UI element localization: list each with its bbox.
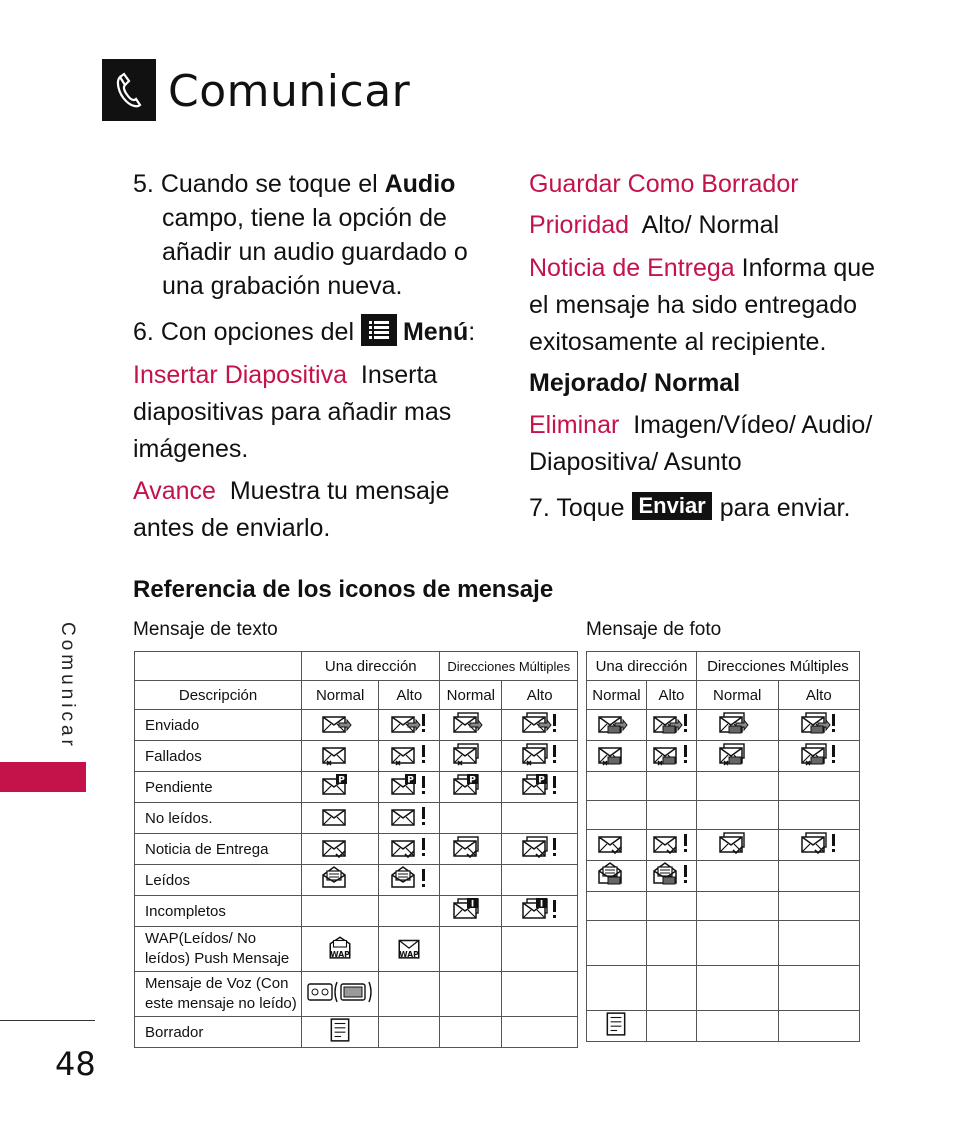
sidebar-label-text: Comunicar: [57, 622, 78, 750]
table-row: [587, 801, 860, 830]
option-text: exitosamente al recipiente.: [529, 328, 827, 356]
icon-cell: [778, 861, 859, 892]
icon-cell: [502, 972, 578, 1017]
table-row: [587, 741, 860, 772]
svg-text:I: I: [539, 899, 543, 910]
option-text: antes de enviarlo.: [133, 514, 331, 542]
section-title: Referencia de los iconos de mensaje: [133, 576, 554, 603]
icon-cell: [778, 801, 859, 830]
enviar-button[interactable]: Enviar: [632, 492, 711, 520]
env-check-icon: [321, 834, 359, 864]
sidebar-label: [52, 622, 82, 772]
step-7: [529, 491, 850, 525]
icon-cell: [440, 803, 502, 834]
group-header: Una dirección: [587, 652, 697, 681]
icon-cell: [778, 710, 859, 741]
p-multi-fail-icon: [718, 741, 756, 771]
icon-cell: [696, 861, 778, 892]
step-text: para enviar.: [719, 494, 851, 522]
env-read-alert-icon: [390, 865, 428, 895]
icon-cell: [379, 1017, 440, 1048]
option-label: Avance: [133, 477, 216, 505]
icon-cell: [379, 927, 440, 972]
icon-cell: [302, 896, 379, 927]
icon-cell: [587, 892, 647, 921]
table-row: [135, 741, 578, 772]
option-label: Eliminar: [529, 411, 620, 439]
divider: [0, 1020, 95, 1021]
icon-cell: [587, 921, 647, 966]
icon-cell: [587, 741, 647, 772]
table-row: [587, 966, 860, 1011]
group-header: Direcciones Múltiples: [696, 652, 859, 681]
p-read-alert-icon: [652, 861, 690, 891]
icon-cell: [646, 1011, 696, 1042]
icon-cell: [778, 966, 859, 1011]
table-row: [587, 1011, 860, 1042]
env-unread-alert-icon: [390, 803, 428, 833]
step-text: Cuando se toque el: [160, 170, 378, 198]
option-text: Informa que: [741, 254, 876, 282]
row-label: No leídos.: [135, 803, 302, 834]
row-label-line: leídos) Push Mensaje: [145, 950, 290, 967]
menu-label: Menú: [402, 318, 469, 346]
icon-cell: [440, 741, 502, 772]
icon-cell: [646, 861, 696, 892]
icon-cell: [302, 741, 379, 772]
icon-cell: [587, 1011, 647, 1042]
row-label: [135, 972, 302, 1017]
icon-cell: [696, 892, 778, 921]
table-row: [135, 896, 578, 927]
icon-cell: [440, 1017, 502, 1048]
table-row: [135, 927, 578, 972]
option-mejorado: Mejorado/ Normal: [529, 369, 741, 397]
table-row: [587, 830, 860, 861]
row-label-line: este mensaje no leído): [145, 995, 297, 1012]
env-multi-fail-icon: [452, 741, 490, 771]
sidebar-tab: [0, 762, 86, 792]
p-fail-icon: [597, 741, 635, 771]
option-label: Prioridad: [529, 211, 630, 239]
icon-cell: [778, 772, 859, 801]
env-multi-inc-alert-icon: [521, 896, 559, 926]
icon-cell: [302, 865, 379, 896]
draft-icon: [327, 1017, 353, 1047]
env-sent-alert-icon: [390, 710, 428, 740]
icon-cell: [502, 741, 578, 772]
env-fail-alert-icon: [390, 741, 428, 771]
icon-cell: [379, 972, 440, 1017]
step-number: 6.: [133, 318, 154, 346]
env-check-icon: [597, 830, 635, 860]
option-text: Muestra tu mensaje: [229, 477, 450, 505]
icon-cell: [502, 865, 578, 896]
env-multi-check-alert-icon: [800, 830, 838, 860]
icon-cell: [379, 896, 440, 927]
icon-cell: [778, 830, 859, 861]
icon-cell: [587, 710, 647, 741]
option-label: Noticia de Entrega: [529, 254, 735, 282]
column-header: Alto: [778, 681, 859, 710]
icon-cell: [502, 927, 578, 972]
svg-text:I: I: [470, 899, 475, 910]
icon-cell: [696, 801, 778, 830]
row-label: Borrador: [135, 1017, 302, 1048]
env-read-icon: [321, 865, 359, 895]
p-multi-sent-alert-icon: [800, 710, 838, 740]
step-number: 5.: [133, 170, 154, 198]
option-insertar: [133, 357, 493, 468]
icon-cell: [379, 741, 440, 772]
env-pend-alert-icon: [390, 772, 428, 802]
icon-cell: [440, 772, 502, 803]
table-row: [587, 861, 860, 892]
env-multi-check-alert-icon: [521, 834, 559, 864]
env-check-alert-icon: [390, 834, 428, 864]
option-eliminar: [529, 407, 889, 481]
group-header: Una dirección: [302, 652, 440, 681]
option-text: diapositivas para añadir mas: [133, 398, 452, 426]
option-text: el mensaje ha sido entregado: [529, 291, 858, 319]
svg-text:P: P: [407, 775, 415, 786]
option-text: Imagen/Vídeo/ Audio/: [633, 411, 873, 439]
icon-cell: [302, 834, 379, 865]
icon-cell: [778, 921, 859, 966]
option-text: Diapositiva/ Asunto: [529, 448, 742, 476]
column-header: Alto: [379, 681, 440, 710]
p-fail-alert-icon: [652, 741, 690, 771]
audio-field-label: Audio: [384, 170, 456, 198]
column-header: Normal: [696, 681, 778, 710]
env-multi-fail-alert-icon: [521, 741, 559, 771]
env-multi-sent-icon: [452, 710, 490, 740]
column-header: Alto: [646, 681, 696, 710]
colon: :: [468, 318, 476, 346]
table-row: [135, 710, 578, 741]
icon-cell: [646, 830, 696, 861]
step-text: Con opciones del: [160, 318, 355, 346]
icon-cell: [696, 741, 778, 772]
row-label: Pendiente: [135, 772, 302, 803]
icon-cell: [440, 896, 502, 927]
icon-cell: [302, 1017, 379, 1048]
icon-cell: [696, 1011, 778, 1042]
table-row: [135, 1017, 578, 1048]
env-check-alert-icon: [652, 830, 690, 860]
icon-cell: [646, 801, 696, 830]
icon-cell: [379, 710, 440, 741]
icon-cell: [302, 710, 379, 741]
icon-cell: [440, 710, 502, 741]
step-6: [133, 315, 493, 349]
step-text: Toque: [556, 494, 625, 522]
svg-text:P: P: [338, 775, 345, 786]
icon-cell: [587, 801, 647, 830]
icon-cell: [502, 803, 578, 834]
draft-icon: [603, 1011, 629, 1041]
step-5: [133, 167, 493, 303]
row-label: [135, 927, 302, 972]
icon-cell: [379, 834, 440, 865]
icon-cell: [587, 772, 647, 801]
option-text: imágenes.: [133, 435, 249, 463]
icon-cell: [778, 1011, 859, 1042]
table-row: [135, 865, 578, 896]
icon-cell: [587, 830, 647, 861]
menu-icon: [361, 314, 397, 346]
icon-cell: [646, 772, 696, 801]
icon-cell: [502, 710, 578, 741]
table-row: [587, 772, 860, 801]
env-multi-pend-alert-icon: [521, 772, 559, 802]
row-label: Enviado: [135, 710, 302, 741]
icon-cell: [646, 741, 696, 772]
svg-text:WAP: WAP: [399, 949, 419, 959]
icon-cell: [696, 830, 778, 861]
icon-cell: [302, 803, 379, 834]
group-header: Direcciones Múltiples: [440, 652, 578, 681]
icon-cell: [440, 927, 502, 972]
photo-message-icon-table: [586, 651, 860, 1042]
icon-cell: [587, 966, 647, 1011]
icon-cell: [696, 710, 778, 741]
column-header: Normal: [440, 681, 502, 710]
table-row: [135, 772, 578, 803]
table-row: [135, 834, 578, 865]
icon-cell: [778, 741, 859, 772]
icon-cell: [440, 865, 502, 896]
option-text: Alto/ Normal: [641, 211, 780, 239]
option-label: Insertar Diapositiva: [133, 361, 347, 389]
icon-cell: [646, 892, 696, 921]
page-title: Comunicar: [168, 66, 411, 117]
env-multi-pend-icon: [452, 772, 490, 802]
blank-cell: [135, 652, 302, 681]
table-row: [587, 921, 860, 966]
icon-cell: [778, 892, 859, 921]
env-unread-icon: [321, 803, 359, 833]
row-label-line: WAP(Leídos/ No: [145, 930, 257, 947]
icon-cell: [502, 1017, 578, 1048]
env-multi-check-icon: [718, 830, 756, 860]
icon-cell: [379, 865, 440, 896]
option-avance: [133, 473, 493, 547]
phone-icon: [102, 59, 156, 121]
table-row: [135, 803, 578, 834]
row-label: Noticia de Entrega: [135, 834, 302, 865]
row-label: Incompletos: [135, 896, 302, 927]
row-label: Fallados: [135, 741, 302, 772]
step-number: 7.: [529, 494, 550, 522]
option-prioridad: [529, 208, 779, 242]
table-row: [587, 892, 860, 921]
env-multi-check-icon: [452, 834, 490, 864]
p-read-icon: [597, 861, 635, 891]
env-multi-sent-alert-icon: [521, 710, 559, 740]
step-text: campo, tiene la opción de: [162, 204, 447, 232]
table-row: [587, 710, 860, 741]
voice-icon: [306, 979, 374, 1009]
step-text: añadir un audio guardado o: [162, 238, 468, 266]
icon-cell: [440, 972, 502, 1017]
svg-text:P: P: [537, 775, 545, 786]
p-sent-alert-icon: [652, 710, 690, 740]
option-noticia: [529, 250, 879, 361]
icon-cell: [696, 921, 778, 966]
icon-cell: [440, 834, 502, 865]
option-text: Inserta: [360, 361, 438, 389]
text-table-caption: Mensaje de texto: [133, 619, 278, 640]
icon-cell: [646, 921, 696, 966]
icon-cell: [302, 772, 379, 803]
page-number: 48: [55, 1045, 96, 1083]
icon-cell: [379, 772, 440, 803]
row-label-line: Mensaje de Voz (Con: [145, 975, 289, 992]
env-sent-icon: [321, 710, 359, 740]
svg-text:WAP: WAP: [330, 949, 350, 959]
icon-cell: [302, 972, 379, 1017]
icon-cell: [696, 772, 778, 801]
icon-cell: [646, 966, 696, 1011]
icon-cell: [502, 834, 578, 865]
env-pend-icon: [321, 772, 359, 802]
column-header: Alto: [502, 681, 578, 710]
column-header: Normal: [587, 681, 647, 710]
env-fail-icon: [321, 741, 359, 771]
column-header: Normal: [302, 681, 379, 710]
icon-cell: [502, 772, 578, 803]
p-multi-sent-icon: [718, 710, 756, 740]
p-multi-fail-alert-icon: [800, 741, 838, 771]
icon-cell: [302, 927, 379, 972]
svg-text:P: P: [469, 775, 476, 786]
env-multi-inc-icon: [452, 896, 490, 926]
text-message-icon-table: [134, 651, 578, 1048]
icon-cell: [502, 896, 578, 927]
p-sent-icon: [597, 710, 635, 740]
icon-cell: [587, 861, 647, 892]
row-label: Leídos: [135, 865, 302, 896]
icon-cell: [646, 710, 696, 741]
wap-open-icon: [327, 934, 353, 964]
photo-table-caption: Mensaje de foto: [586, 619, 722, 640]
icon-cell: [379, 803, 440, 834]
option-guardar: Guardar Como Borrador: [529, 170, 799, 198]
icon-cell: [696, 966, 778, 1011]
table-row: [135, 972, 578, 1017]
wap-closed-icon: [396, 934, 422, 964]
desc-header: Descripción: [135, 681, 302, 710]
step-text: una grabación nueva.: [162, 272, 403, 300]
